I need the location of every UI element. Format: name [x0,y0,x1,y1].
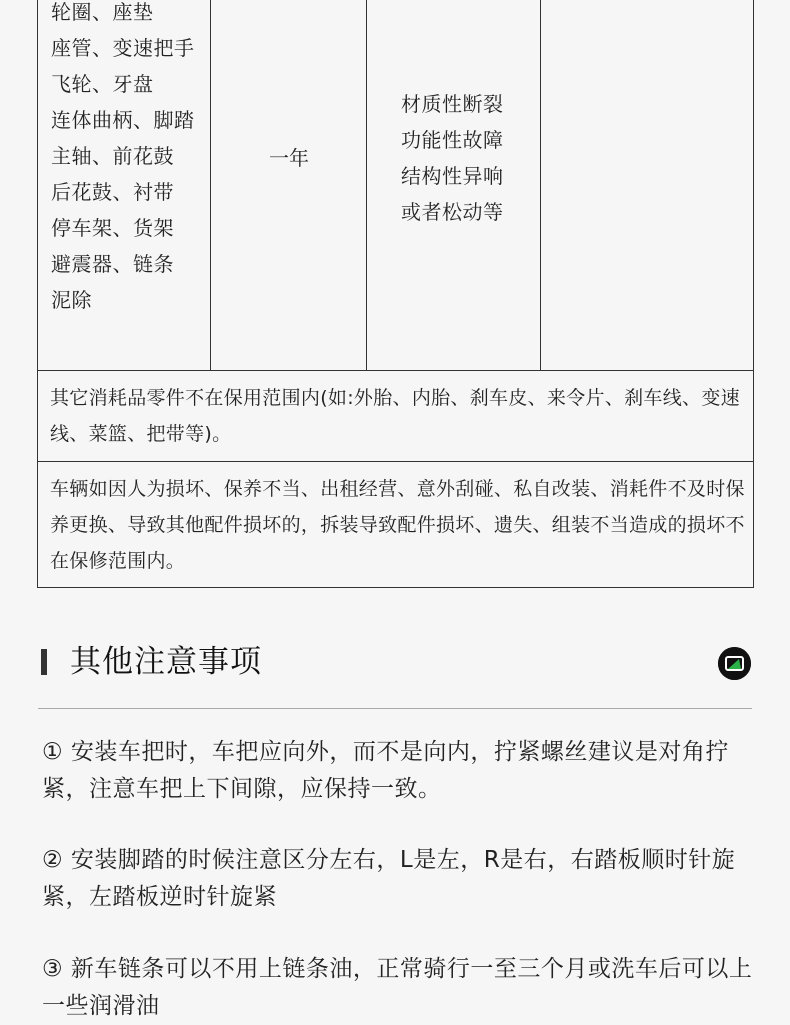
warranty-table [37,0,754,588]
covered-issue: 或者松动等 [401,200,504,224]
parts-item: 停车架、货架 [51,216,174,240]
covered-issues-list [401,86,504,230]
consumables-row [38,371,753,462]
parts-item: 避震器、链条 [51,252,174,276]
parts-item: 座管、变速把手 [51,36,195,60]
note-item: ① 安装车把时，车把应向外，而不是向内，拧紧螺丝建议是对角拧紧，注意车把上下间隙，应保持一致。 [42,739,729,802]
consumables-note: 其它消耗品零件不在保用范围内(如:外胎、内胎、刹车皮、来令片、刹车线、变速线、菜篮、把带等)。 [50,387,740,445]
parts-item: 连体曲柄、脚踏 [51,108,195,132]
section-header [38,635,752,709]
parts-list [51,0,195,318]
parts-item: 泥除 [51,288,92,312]
note-item: ② 安装脚踏的时候注意区分左右，L是左，R是右，右踏板顺时针旋紧，左踏板逆时针旋紧 [42,847,736,910]
covered-issue: 结构性异响 [401,164,504,188]
empty-cell [541,0,753,370]
parts-cell [38,0,211,370]
note-item: ③ 新车链条可以不用上链条油，正常骑行一至三个月或洗车后可以上一些润滑油 [42,956,753,1019]
section-accent-bar [41,649,47,675]
brand-logo-icon [718,647,751,680]
warranty-period: 一年 [269,146,309,170]
parts-item: 主轴、前花鼓 [51,144,174,168]
parts-item: 后花鼓、衬带 [51,180,174,204]
brand-logo-icon [718,647,751,680]
section-title: 其他注意事项 [70,644,262,680]
parts-item: 飞轮、牙盘 [51,72,154,96]
warranty-period-cell [211,0,367,370]
exclusions-row [38,462,753,587]
covered-issues-cell [367,0,541,370]
parts-item: 轮圈、座垫 [51,0,154,24]
section-divider [38,708,752,709]
warranty-row-parts [38,0,753,371]
covered-issue: 材质性断裂 [401,92,504,116]
exclusions-note: 车辆如因人为损坏、保养不当、出租经营、意外刮碰、私自改装、消耗件不及时保养更换、导致其他配件损坏的，拆装导致配件损坏、遗失、组装不当造成的损坏不在保修范围内。 [50,478,745,572]
covered-issue: 功能性故障 [401,128,504,152]
